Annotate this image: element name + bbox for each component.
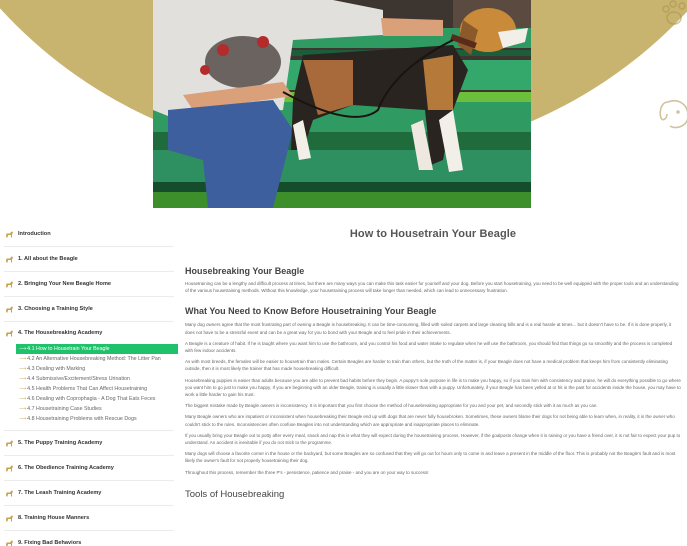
dog-icon [5, 330, 14, 337]
dog-icon [5, 256, 14, 263]
chapter-label: 7. The Leash Training Academy [18, 490, 102, 496]
paragraph: Housebreaking puppies is easier than adults because you are able to prevent bad habits before they begin. A puppy's sole purpose in life is to make you happy, so if you train him with consistency and praise, he will do everything possible to go where you want him to go just to make you happy. If you are beginning with an older Beagle, training is usually a little slower than with a puppy. Unfortunately, if your Beagle has been yelled at or hit in the past for accidents inside the house, you may have to work a little harder to gain his trust. [185, 377, 681, 398]
sidebar-chapter-6[interactable] [4, 456, 174, 481]
paragraph: Throughout this process, remember the three P's - persistence, patience and praise - and you are on your way to success! [185, 469, 429, 475]
paw-print-icon [660, 0, 687, 30]
dog-face-icon [658, 96, 687, 132]
sidebar-chapter-4[interactable] [4, 322, 174, 344]
subitem-label: 4.5 Health Problems That Can Affect Housetraining [27, 386, 148, 392]
sidebar-subitem-4-4[interactable] [16, 374, 174, 384]
sidebar-subitem-4-5[interactable] [16, 384, 174, 394]
sidebar-chapter-7[interactable] [4, 481, 174, 506]
article-content [185, 222, 681, 504]
sidebar-chapter-3[interactable] [4, 297, 174, 322]
subitem-label: 4.2 An Alternative Housebreaking Method: The Litter Pan [27, 356, 161, 362]
chapter-label: 6. The Obedience Training Academy [18, 465, 114, 471]
dog-icon [5, 515, 14, 522]
dog-icon [5, 465, 14, 472]
chapter-label: 5. The Puppy Training Academy [18, 440, 103, 446]
chapter-label: 1. All about the Beagle [18, 256, 78, 262]
paragraph: Many dogs will choose a favorite corner in the house or the backyard, but some Beagles are so confused that they will go out for hours only to come in and leave a present in the middle of the floor. This is probably not the Beagle's fault and is most likely the owner's fault for not properly housetraining their dog. [185, 451, 676, 464]
dog-icon [5, 306, 14, 313]
subitem-label: 4.4 Submissive/Excitement/Stress Urination [27, 376, 130, 382]
subitem-label: 4.6 Dealing with Coprophagia - A Dog That Eats Feces [27, 396, 156, 402]
woman-with-beagle-image [153, 0, 531, 208]
dog-icon [5, 231, 14, 238]
chapter-label: 4. The Housebreaking Academy [18, 330, 103, 336]
paragraph: As with most breeds, the females will be easier to housetrain than males. Certain Beagles are harder to train than others, but the truth of the matter is, if your Beagle does not have a medical problem that keeps him from consistently eliminating outside, then it is most likely the trainer that has made housebreaking difficult. [185, 359, 668, 372]
sidebar-subitem-4-6[interactable] [16, 394, 174, 404]
section-housebreaking [185, 266, 681, 294]
sidebar-chapter-introduction[interactable] [4, 222, 174, 247]
arrow-right-icon: ⟶ [19, 356, 27, 362]
arrow-right-icon: ⟶ [19, 396, 27, 402]
subitem-label: 4.1 How to Housetrain Your Beagle [27, 346, 110, 352]
arrow-right-icon: ⟶ [19, 386, 27, 392]
paragraph: Many Beagle owners who are impatient or inconsistent when housebreaking their Beagle end up with dogs that are never fully housebroken. Sometimes, these owners blame their dogs for not being able to learn when, in reality, it is the owner who couldn't stick to the rules. Inconsistencies often confuse Beagles into not understanding which are appropriate and inappropriate places to eliminate. [185, 414, 675, 427]
page-title: How to Housetrain Your Beagle [349, 228, 517, 240]
arrow-right-icon: ⟶ [19, 416, 27, 422]
subitem-label: 4.8 Housetraining Problems with Rescue Dogs [27, 416, 137, 422]
subitem-label: 4.7 Housetraining Case Studies [27, 406, 102, 412]
paragraph: If you usually bring your Beagle out to potty after every meal, snack and nap this is what they will expect during the housetraining process. However, if the goalposts change when it is raining or you have a friend over, it is not fair to expect your pup to understand. An accident is inevitable if you do not stick to the programme. [185, 432, 681, 446]
sidebar-subitem-4-2[interactable] [16, 354, 174, 364]
dog-icon [5, 540, 14, 546]
dog-icon [5, 281, 14, 288]
arrow-right-icon: ⟶ [19, 366, 27, 372]
section-tools-of-housebreaking [185, 489, 681, 500]
sidebar-chapter-9[interactable] [4, 531, 174, 546]
chapter-label: Introduction [18, 231, 51, 237]
chapter-label: 8. Training House Manners [18, 515, 90, 521]
sidebar-subitem-4-3[interactable] [16, 364, 174, 374]
section-heading: What You Need to Know Before Housetraining Your Beagle [185, 306, 437, 317]
paragraph: A Beagle is a creature of habit. If he is taught where you want him to use the bathroom, and you control his food and water intake to regulate when he will use the bathroom, you should find that things go so smoothly and the process is completed with few indoor accidents. [185, 340, 673, 354]
section-what-you-need-to-know [185, 306, 681, 475]
section-heading: Tools of Housebreaking [185, 488, 285, 500]
chapter-label: 2. Bringing Your New Beagle Home [18, 281, 112, 287]
arrow-right-icon: ⟶ [19, 346, 27, 352]
paragraph: The biggest mistake made by Beagle owners is inconsistency. It is important that you first choose the method of housebreaking appropriate for you and your pet, and secondly stick with it as much as you can. [185, 403, 598, 409]
subitem-label: 4.3 Dealing with Marking [27, 366, 86, 372]
chapter-4-subsections [4, 344, 174, 431]
sidebar-chapter-5[interactable] [4, 431, 174, 456]
dog-icon [5, 490, 14, 497]
dog-icon [5, 440, 14, 447]
chapter-label: 3. Choosing a Training Style [18, 306, 93, 312]
paragraph: Many dog owners agree that the most frustrating part of owning a Beagle is housebreaking. It can be time-consuming, filled with soiled carpets and large cleaning bills and is a real hassle at times... but it doesn't have to be. If it is done properly, it does not have to be a stressful event and can be a great way for you to bond with your Beagle and to feel pride in their achievements. [185, 322, 672, 335]
paragraph: Housetraining can be a lengthy and difficult process at times, but there are many ways you can make this task easier for yourself and your dog. Before you start housetraining, you need to be well equipped with the proper tools and an understanding of the various housetraining methods. Without this knowledge, your housetraining process will take longer than needed, which can lead to unnecessary frustration. [185, 281, 679, 294]
sidebar-chapter-2[interactable] [4, 272, 174, 297]
chapter-sidebar [4, 222, 174, 546]
section-heading: Housebreaking Your Beagle [185, 266, 305, 276]
hero-photo [153, 0, 531, 208]
chapter-label: 9. Fixing Bad Behaviors [18, 540, 82, 546]
sidebar-chapter-8[interactable] [4, 506, 174, 531]
arrow-right-icon: ⟶ [19, 406, 27, 412]
sidebar-subitem-4-7[interactable] [16, 404, 174, 414]
arrow-right-icon: ⟶ [19, 376, 27, 382]
sidebar-chapter-1[interactable] [4, 247, 174, 272]
sidebar-subitem-4-8[interactable] [16, 414, 174, 424]
sidebar-subitem-4-1[interactable] [16, 344, 178, 354]
